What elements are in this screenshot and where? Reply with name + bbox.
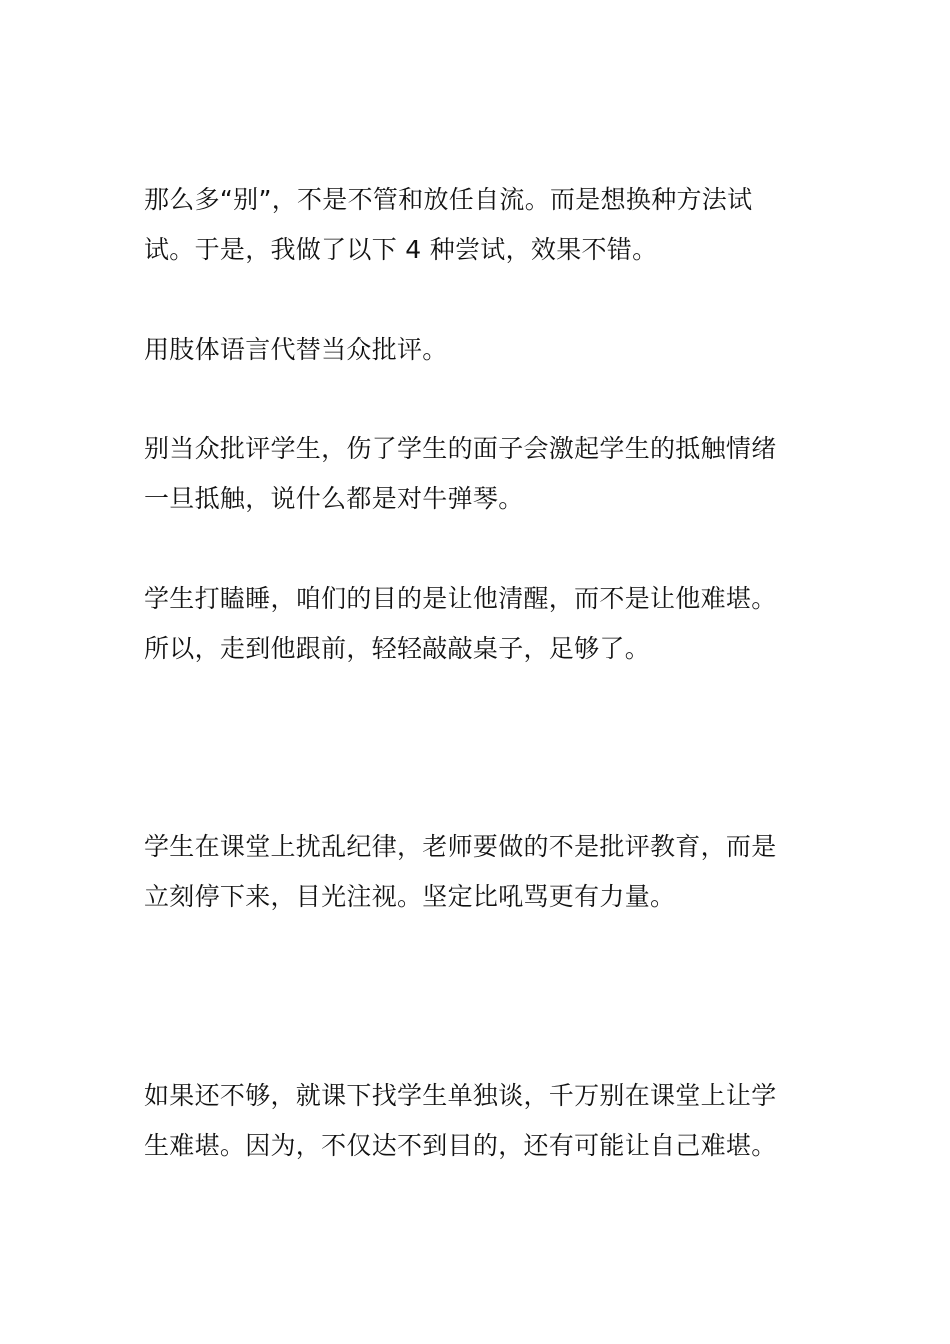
paragraph-line: 学生在课堂上扰乱纪律，老师要做的不是批评教育，而是	[144, 832, 777, 861]
paragraph-line: 所以，走到他跟前，轻轻敲敲桌子，足够了。	[144, 634, 651, 663]
paragraph-line: 那么多“别”，不是不管和放任自流。而是想换种方法试	[144, 185, 753, 214]
paragraph-discipline	[144, 822, 814, 922]
paragraph-line: 一旦抵触，说什么都是对牛弹琴。	[144, 484, 524, 513]
paragraph-line: 立刻停下来，目光注视。坚定比吼骂更有力量。	[144, 882, 676, 911]
paragraph-heading	[144, 325, 814, 375]
paragraph-dozing	[144, 574, 814, 674]
paragraph-private-talk	[144, 1071, 814, 1171]
paragraph-line: 用肢体语言代替当众批评。	[144, 335, 448, 364]
paragraph-line: 生难堪。因为，不仅达不到目的，还有可能让自己难堪。	[144, 1131, 777, 1160]
paragraph-line: 试。于是，我做了以下 4 种尝试，效果不错。	[144, 235, 658, 264]
paragraph-line: 学生打瞌睡，咱们的目的是让他清醒，而不是让他难堪。	[144, 584, 777, 613]
paragraph-line: 别当众批评学生，伤了学生的面子会激起学生的抵触情绪	[144, 434, 777, 463]
paragraph-line: 如果还不够，就课下找学生单独谈，千万别在课堂上让学	[144, 1081, 777, 1110]
paragraph-intro	[144, 175, 814, 275]
paragraph-criticism	[144, 424, 814, 524]
